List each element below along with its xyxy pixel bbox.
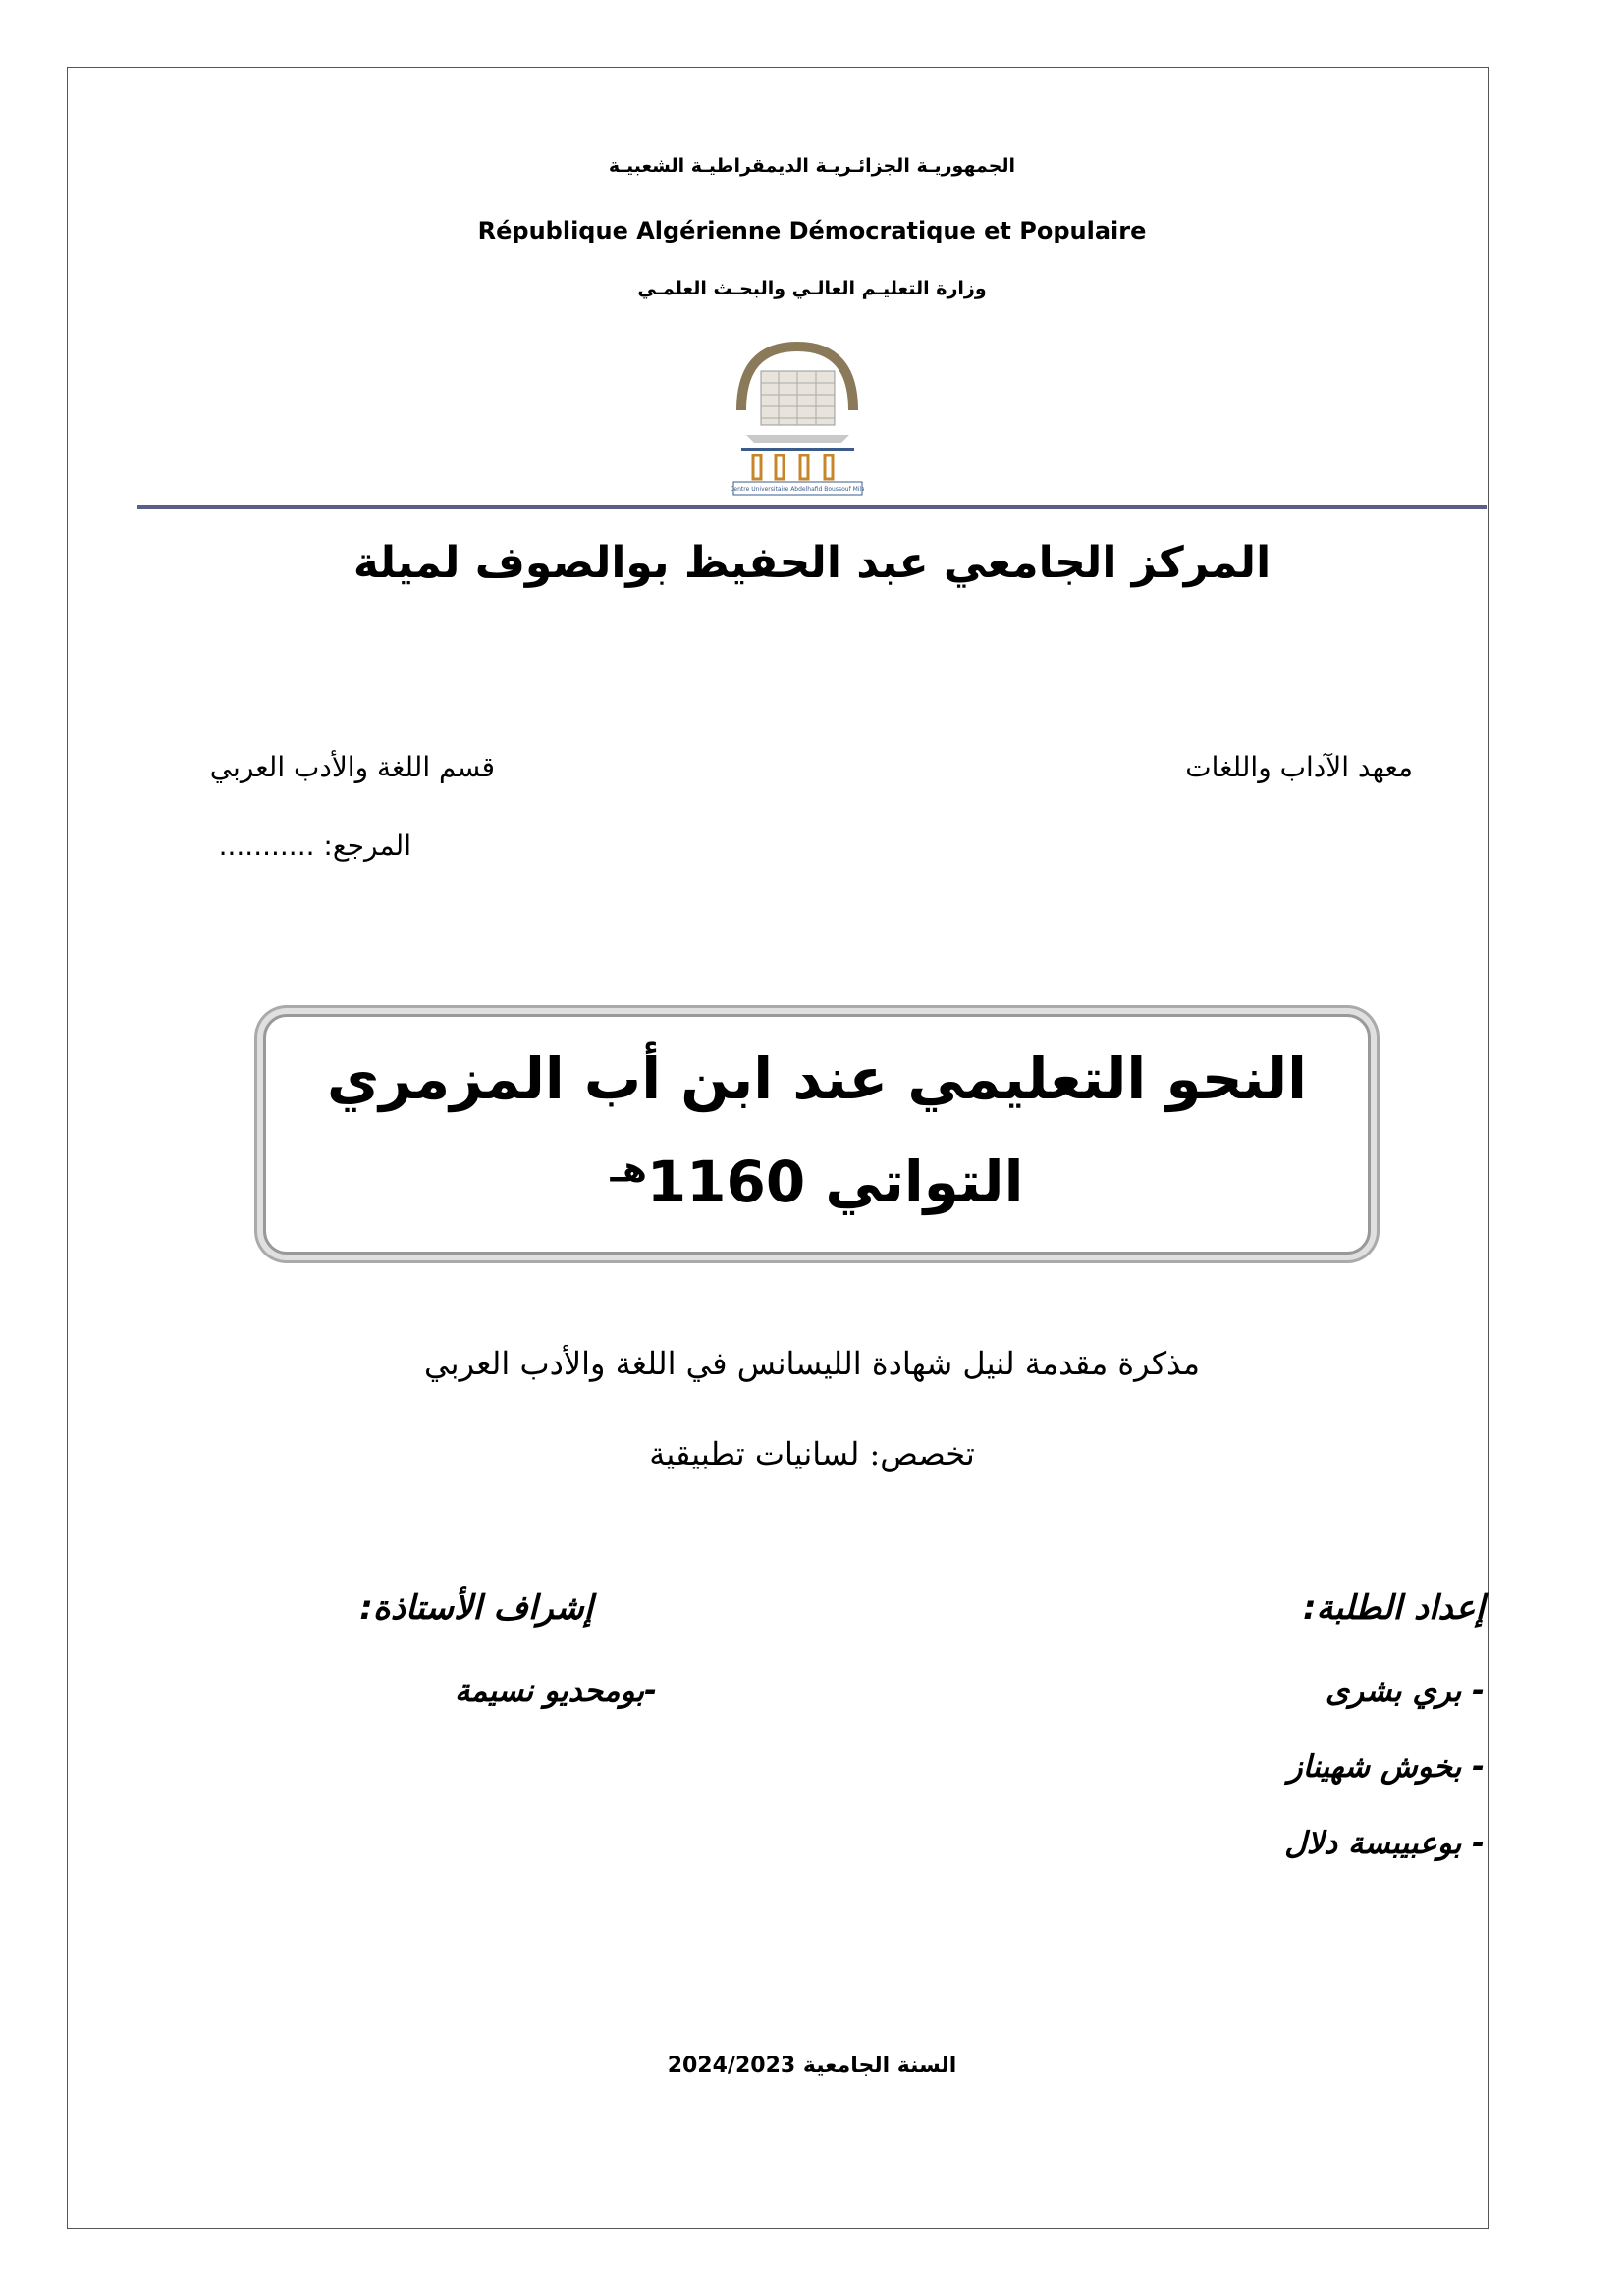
hijri-suffix: هـ: [610, 1149, 647, 1191]
republic-french: République Algérienne Démocratique et Populaire: [477, 217, 1147, 244]
thesis-title-line-2-text: التواتي 1160: [646, 1148, 1024, 1215]
ministry-arabic: وزارة التعليـم العالـي والبحـث العلمـي: [637, 278, 987, 299]
logo-caption: Centre Universitaire Abdelhafid Boussouf Mila: [731, 486, 864, 493]
specialization: تخصص: لسانيات تطبيقية: [649, 1435, 975, 1472]
supervision-label: إشراف الأستاذة:: [359, 1588, 593, 1628]
supervisor-name: -بومحديو نسيمة: [454, 1674, 657, 1709]
student-name: - بخوش شهيناز: [1287, 1749, 1485, 1785]
university-logo: [731, 342, 864, 497]
republic-arabic: الجمهوريـة الجزائـريـة الديمقراطيـة الشعبيـة: [608, 155, 1016, 177]
preparation-label: إعداد الطلبة:: [1302, 1588, 1485, 1628]
reference-label: المرجع: ...........: [218, 829, 411, 862]
university-center-name: المركز الجامعي عبد الحفيظ بوالصوف لميلة: [352, 538, 1272, 588]
student-name: - بري بشرى: [1325, 1674, 1485, 1709]
academic-year: السنة الجامعية 2024/2023: [667, 2054, 957, 2078]
memo-description: مذكرة مقدمة لنيل شهادة الليسانس في اللغة والأدب العربي: [424, 1345, 1200, 1382]
thesis-title-line-2: [263, 1148, 1371, 1215]
department-label: قسم اللغة والأدب العربي: [209, 751, 495, 783]
institute-label: معهد الآداب واللغات: [1185, 751, 1413, 783]
header-divider: [137, 505, 1487, 509]
student-name: - بوعبيبسة دلال: [1284, 1826, 1485, 1861]
thesis-title-line-1: النحو التعليمي عند ابن أب المزمري: [326, 1045, 1308, 1112]
